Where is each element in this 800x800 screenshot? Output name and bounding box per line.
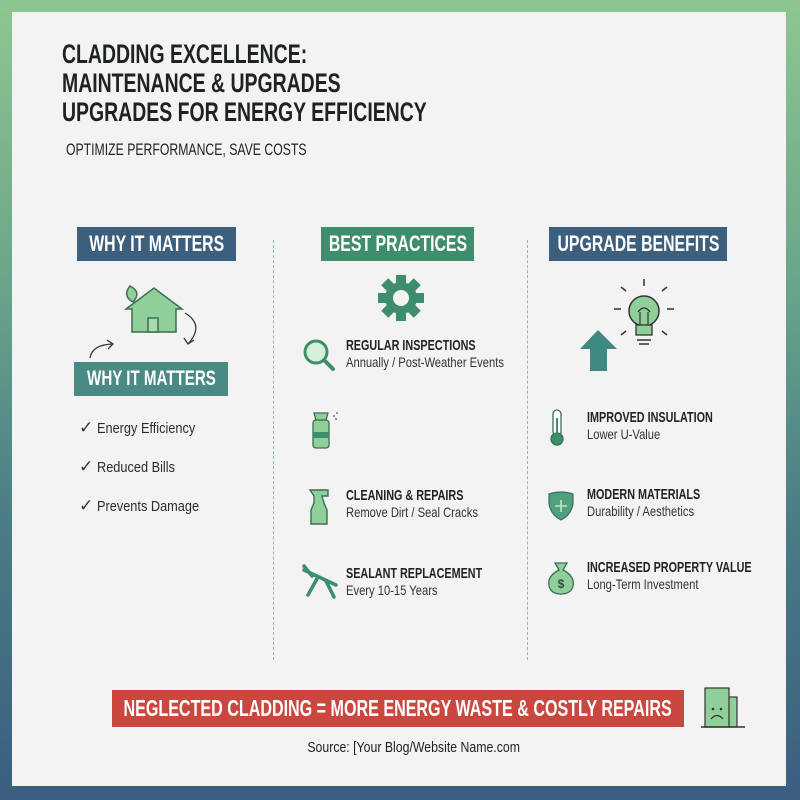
practice-item — [346, 565, 535, 598]
item-subtitle: Durability / Aesthetics — [587, 503, 695, 519]
benefit-item — [587, 559, 800, 592]
item-title: SEALANT REPLACEMENT — [346, 565, 483, 582]
checkmark-icon: ✓ — [79, 418, 94, 437]
item-title: INCREASED PROPERTY VALUE — [587, 559, 752, 576]
title-line: CLADDING EXCELLENCE: — [62, 39, 308, 69]
benefit-item — [587, 486, 744, 519]
source-credit — [214, 739, 614, 756]
item-subtitle: Annually / Post-Weather Events — [346, 354, 504, 370]
item-subtitle: Every 10-15 Years — [346, 582, 438, 598]
why-it-matters-label — [74, 362, 228, 396]
item-subtitle: Remove Dirt / Seal Cracks — [346, 504, 478, 520]
label-text: WHY IT MATTERS — [86, 367, 216, 390]
practice-item — [346, 337, 543, 370]
title-line: UPGRADES FOR ENERGY EFFICIENCY — [62, 97, 427, 127]
header-text: BEST PRACTICES — [328, 231, 467, 256]
item-title: MODERN MATERIALS — [587, 486, 701, 503]
check-text: Reduced Bills — [97, 459, 175, 476]
check-item — [79, 496, 217, 516]
checkmark-icon: ✓ — [79, 457, 94, 476]
subtitle-text: OPTIMIZE PERFORMANCE, SAVE COSTS — [66, 140, 307, 159]
title-line: MAINTENANCE & UPGRADES — [62, 68, 341, 98]
subtitle — [66, 140, 400, 160]
item-title: REGULAR INSPECTIONS — [346, 337, 476, 354]
item-subtitle: Long-Term Investment — [587, 576, 699, 592]
title — [62, 40, 569, 127]
upgrade-benefits-header — [549, 227, 727, 261]
source-text: Source: [Your Blog/Website Name.com — [307, 739, 521, 756]
column-divider — [273, 240, 274, 660]
svg-text:$: $ — [557, 577, 565, 591]
item-subtitle: Lower U-Value — [587, 426, 661, 442]
infographic-panel — [12, 12, 786, 786]
check-text: Energy Efficiency — [97, 420, 196, 437]
why-it-matters-header — [77, 227, 236, 261]
practice-item — [346, 487, 511, 520]
item-title: CLEANING & REPAIRS — [346, 487, 464, 504]
sad-building-icon — [0, 0, 1, 1]
best-practices-header — [321, 227, 474, 261]
item-title: IMPROVED INSULATION — [587, 409, 713, 426]
banner-text: NEGLECTED CLADDING = MORE ENERGY WASTE & COSTLY REPAIRS — [123, 695, 673, 721]
benefit-item — [587, 409, 762, 442]
check-item — [79, 418, 213, 438]
header-text: WHY IT MATTERS — [89, 231, 224, 256]
checkmark-icon: ✓ — [79, 496, 94, 515]
check-item — [79, 457, 189, 477]
warning-banner — [112, 690, 684, 727]
check-text: Prevents Damage — [97, 498, 200, 515]
header-text: UPGRADE BENEFITS — [557, 231, 719, 256]
